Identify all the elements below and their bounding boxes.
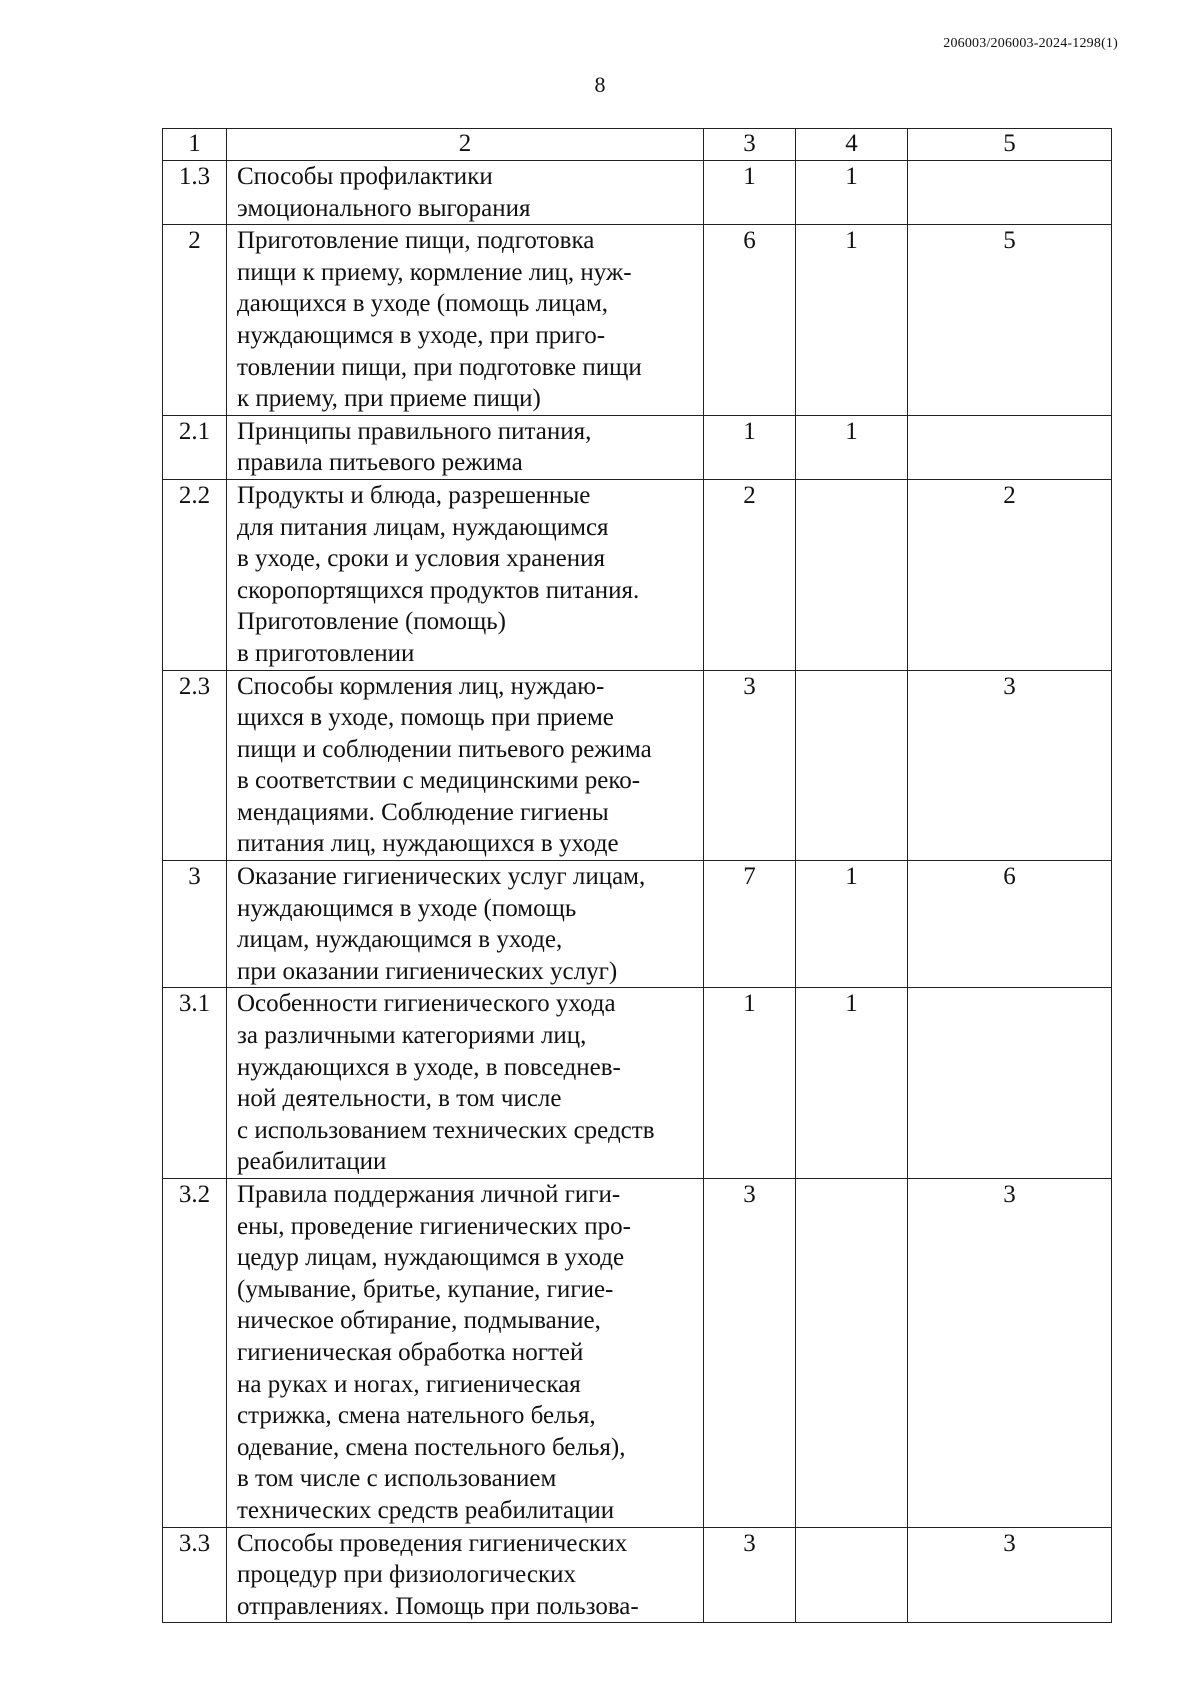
row-theory-hours: 1 — [796, 161, 908, 225]
row-number: 3.1 — [163, 988, 227, 1179]
row-title: Особенности гигиенического ухода за различными категориями лиц, нуждающихся в уходе, в повседнев- ной деятельности, в том числе с использованием технических средств реабилитации — [227, 988, 704, 1179]
column-header-2: 2 — [227, 129, 704, 161]
row-title: Способы кормления лиц, нуждаю- щихся в уходе, помощь при приеме пищи и соблюдении питьевого режима в соответствии с медицинскими реко- мендациями. Соблюдение гигиены питания лиц, нуждающихся в уходе — [227, 670, 704, 861]
row-title: Способы профилактики эмоционального выгорания — [227, 161, 704, 225]
column-header-4: 4 — [796, 129, 908, 161]
row-number: 2 — [163, 225, 227, 416]
row-title: Правила поддержания личной гиги- ены, проведение гигиенических про- цедур лицам, нуждающимся в уходе (умывание, бритье, купание, гигие- ническое обтирание, подмывание, гигиеническая обработка ногтей на руках и ногах, гигиеническая стрижка, смена нательного белья, одевание, смена постельного белья), в том числе с использованием технических средств реабилитации — [227, 1179, 704, 1528]
row-title: Приготовление пищи, подготовка пищи к приему, кормление лиц, нуж- дающихся в уходе (помощь лицам, нуждающимся в уходе, при приго- товлении пищи, при подготовке пищи к приему, при приеме пищи) — [227, 225, 704, 416]
row-theory-hours — [796, 1179, 908, 1528]
row-number: 2.3 — [163, 670, 227, 861]
row-total-hours: 6 — [704, 225, 796, 416]
table-row — [163, 670, 1112, 861]
page-number: 8 — [594, 72, 606, 97]
table-row — [163, 161, 1112, 225]
row-title: Принципы правильного питания, правила питьевого режима — [227, 415, 704, 479]
row-title: Продукты и блюда, разрешенные для питания лицам, нуждающимся в уходе, сроки и условия хранения скоропортящихся продуктов питания. Приготовление (помощь) в приготовлении — [227, 479, 704, 670]
table-row — [163, 861, 1112, 988]
row-total-hours: 3 — [704, 1527, 796, 1623]
row-total-hours: 2 — [704, 479, 796, 670]
row-practice-hours: 3 — [908, 1179, 1112, 1528]
row-practice-hours: 5 — [908, 225, 1112, 416]
row-practice-hours: 3 — [908, 670, 1112, 861]
column-header-1: 1 — [163, 129, 227, 161]
table-header-row — [163, 129, 1112, 161]
row-practice-hours: 6 — [908, 861, 1112, 988]
row-number: 2.1 — [163, 415, 227, 479]
table-row — [163, 479, 1112, 670]
row-theory-hours — [796, 1527, 908, 1623]
row-total-hours: 1 — [704, 988, 796, 1179]
row-number: 3 — [163, 861, 227, 988]
row-total-hours: 7 — [704, 861, 796, 988]
row-practice-hours — [908, 161, 1112, 225]
row-number: 3.2 — [163, 1179, 227, 1528]
row-total-hours: 3 — [704, 670, 796, 861]
row-theory-hours — [796, 479, 908, 670]
row-total-hours: 1 — [704, 415, 796, 479]
row-number: 2.2 — [163, 479, 227, 670]
row-number: 3.3 — [163, 1527, 227, 1623]
row-theory-hours — [796, 670, 908, 861]
row-practice-hours — [908, 415, 1112, 479]
row-theory-hours: 1 — [796, 988, 908, 1179]
document-id: 206003/206003-2024-1298(1) — [943, 36, 1118, 51]
column-header-5: 5 — [908, 129, 1112, 161]
row-title: Способы проведения гигиенических процедур при физиологических отправлениях. Помощь при пользова- — [227, 1527, 704, 1623]
row-number: 1.3 — [163, 161, 227, 225]
row-practice-hours: 3 — [908, 1527, 1112, 1623]
row-title: Оказание гигиенических услуг лицам, нуждающимся в уходе (помощь лицам, нуждающимся в уходе, при оказании гигиенических услуг) — [227, 861, 704, 988]
table-row — [163, 1179, 1112, 1528]
row-practice-hours: 2 — [908, 479, 1112, 670]
table-row — [163, 1527, 1112, 1623]
curriculum-table — [162, 128, 1112, 1623]
row-theory-hours: 1 — [796, 415, 908, 479]
row-theory-hours: 1 — [796, 861, 908, 988]
table-row — [163, 225, 1112, 416]
table-row — [163, 415, 1112, 479]
row-practice-hours — [908, 988, 1112, 1179]
row-total-hours: 3 — [704, 1179, 796, 1528]
table-row — [163, 988, 1112, 1179]
column-header-3: 3 — [704, 129, 796, 161]
row-total-hours: 1 — [704, 161, 796, 225]
row-theory-hours: 1 — [796, 225, 908, 416]
